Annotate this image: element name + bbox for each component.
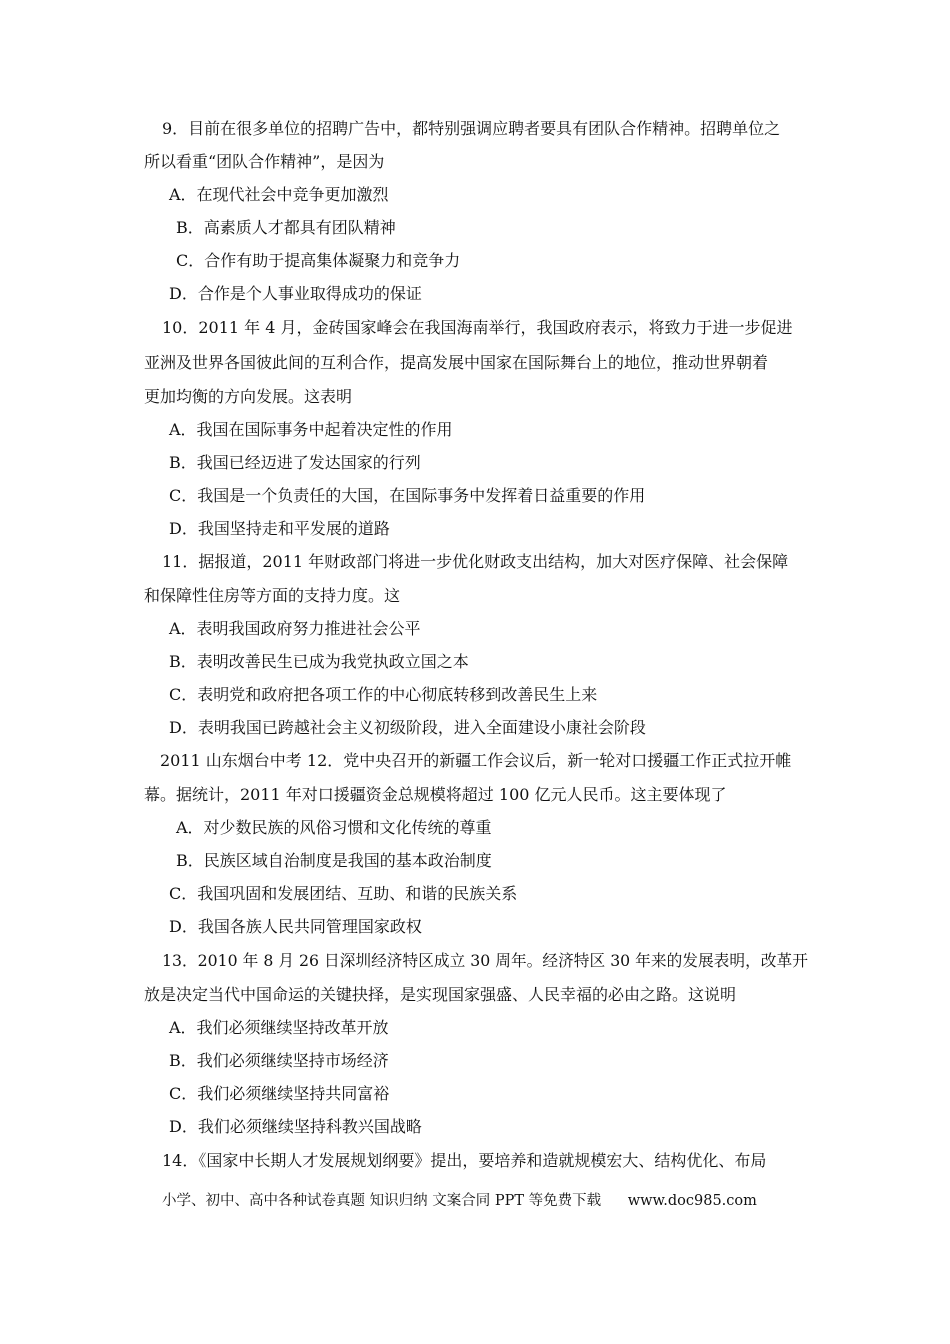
q13-option-a: A．我们必须继续坚持改革开放	[169, 1018, 389, 1037]
q13-option-c: C．我们必须继续坚持共同富裕	[169, 1084, 390, 1103]
q9-option-b: B．高素质人才都具有团队精神	[176, 218, 396, 237]
q12-option-c: C．我国巩固和发展团结、互助、和谐的民族关系	[169, 884, 518, 903]
q11-stem-line2: 和保障性住房等方面的支持力度。这	[144, 586, 401, 605]
q10-stem-line2: 亚洲及世界各国彼此间的互利合作，提高发展中国家在国际舞台上的地位，推动世界朝着	[144, 353, 769, 372]
q9-stem-line1: 9．目前在很多单位的招聘广告中，都特别强调应聘者要具有团队合作精神。招聘单位之	[162, 119, 781, 138]
q10-option-c: C．我国是一个负责任的大国，在国际事务中发挥着日益重要的作用	[169, 486, 646, 505]
q11-option-b: B．表明改善民生已成为我党执政立国之本	[169, 652, 469, 671]
q13-option-b: B．我们必须继续坚持市场经济	[169, 1051, 389, 1070]
q14-stem-line1: 14．《国家中长期人才发展规划纲要》提出，要培养和造就规模宏大、结构优化、布局	[162, 1151, 767, 1170]
q11-option-c: C．表明党和政府把各项工作的中心彻底转移到改善民生上来	[169, 685, 598, 704]
q10-option-d: D．我国坚持走和平发展的道路	[169, 519, 390, 538]
q13-stem-line1: 13．2010 年 8 月 26 日深圳经济特区成立 30 周年。经济特区 30 年来的发展表明，改革开	[162, 951, 808, 970]
q12-option-d: D．我国各族人民共同管理国家政权	[169, 917, 422, 936]
q9-option-d: D．合作是个人事业取得成功的保证	[169, 284, 422, 303]
q12-option-b: B．民族区域自治制度是我国的基本政治制度	[176, 851, 492, 870]
q11-option-a: A．表明我国政府努力推进社会公平	[169, 619, 421, 638]
q12-stem-line1: 2011 山东烟台中考 12．党中央召开的新疆工作会议后，新一轮对口援疆工作正式拉开帷	[160, 751, 792, 770]
page-footer	[162, 1191, 757, 1211]
q10-option-a: A．我国在国际事务中起着决定性的作用	[169, 420, 453, 439]
footer-url[interactable]: www.doc985.com	[627, 1193, 757, 1209]
q11-stem-line1: 11．据报道，2011 年财政部门将进一步优化财政支出结构，加大对医疗保障、社会保障	[162, 552, 789, 571]
q11-option-d: D．表明我国已跨越社会主义初级阶段，进入全面建设小康社会阶段	[169, 718, 646, 737]
q10-option-b: B．我国已经迈进了发达国家的行列	[169, 453, 421, 472]
footer-text: 小学、初中、高中各种试卷真题 知识归纳 文案合同 PPT 等免费下载	[162, 1193, 602, 1209]
q10-stem-line3: 更加均衡的方向发展。这表明	[144, 387, 353, 406]
q12-stem-line2: 幕。据统计，2011 年对口援疆资金总规模将超过 100 亿元人民币。这主要体现了	[144, 785, 727, 804]
q9-stem-line2: 所以看重“团队合作精神”，是因为	[144, 152, 385, 171]
q12-option-a: A．对少数民族的风俗习惯和文化传统的尊重	[176, 818, 492, 837]
q9-option-a: A．在现代社会中竞争更加激烈	[169, 185, 389, 204]
q13-stem-line2: 放是决定当代中国命运的关键抉择，是实现国家强盛、人民幸福的必由之路。这说明	[144, 985, 737, 1004]
q9-option-c: C．合作有助于提高集体凝聚力和竞争力	[176, 251, 461, 270]
q13-option-d: D．我们必须继续坚持科教兴国战略	[169, 1117, 422, 1136]
q10-stem-line1: 10．2011 年 4 月，金砖国家峰会在我国海南举行，我国政府表示，将致力于进一步促进	[162, 318, 793, 337]
